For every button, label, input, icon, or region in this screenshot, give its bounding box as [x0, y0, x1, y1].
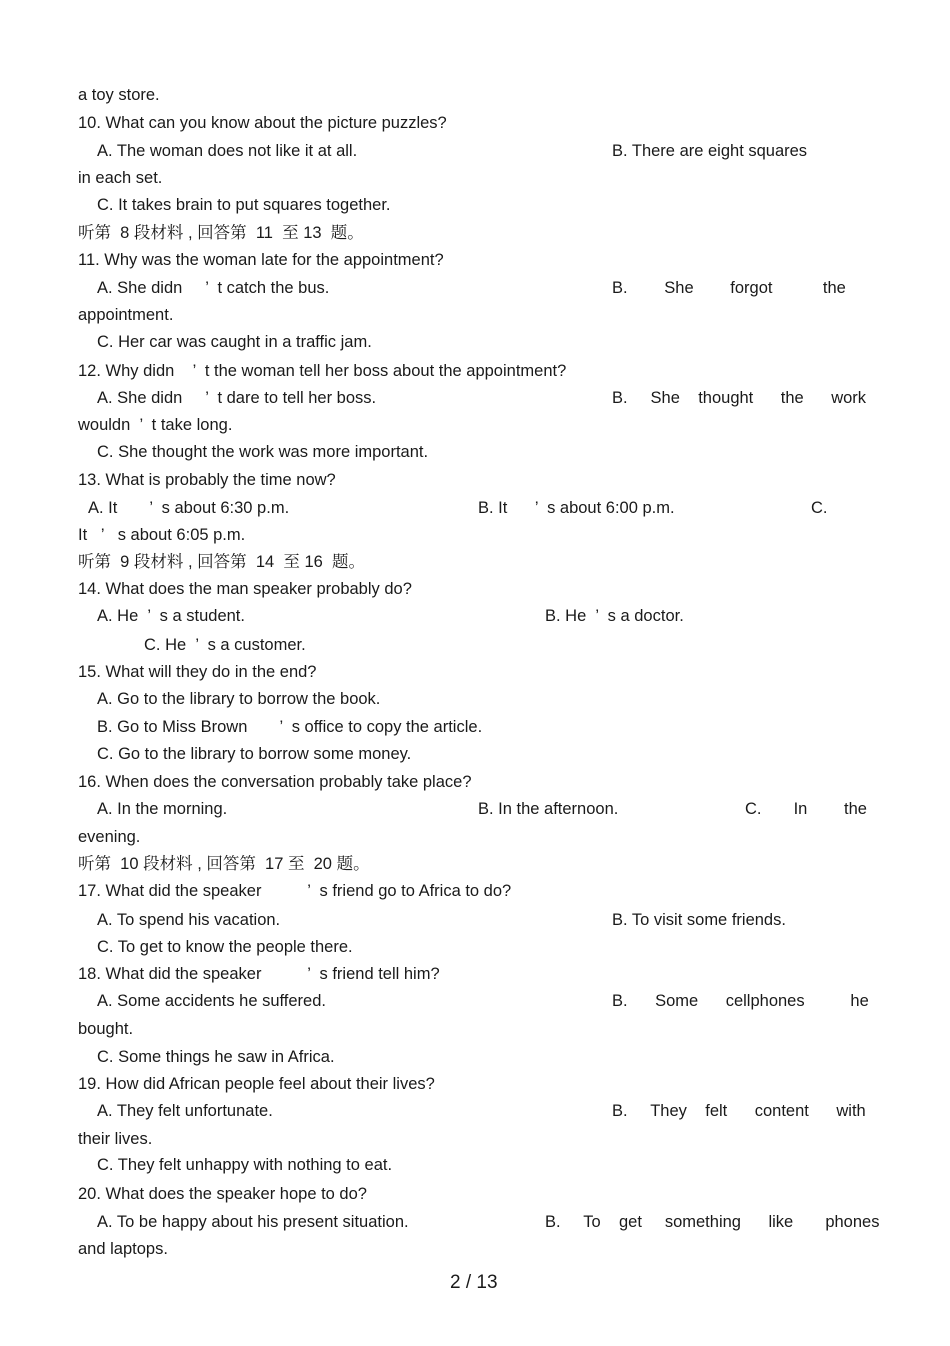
- question-15: 15. What will they do in the end?: [78, 663, 317, 681]
- option-12b-cont: wouldn ’ t take long.: [78, 416, 233, 434]
- option-13c-cont: It ’ s about 6:05 p.m.: [78, 526, 246, 544]
- text-line: a toy store.: [78, 86, 160, 104]
- option-13b: B. It ’ s about 6:00 p.m.: [478, 499, 675, 517]
- section-heading-8: 听第 8 段材料 , 回答第 11 至 13 题。: [78, 224, 364, 242]
- option-13c: C.: [811, 499, 828, 517]
- option-17b: B. To visit some friends.: [612, 911, 786, 929]
- question-18: 18. What did the speaker ’ s friend tell him?: [78, 965, 440, 983]
- option-11b: B. She forgot the: [612, 279, 846, 297]
- question-17: 17. What did the speaker ’ s friend go to Africa to do?: [78, 882, 512, 900]
- option-11a: A. She didn ’ t catch the bus.: [97, 279, 330, 297]
- option-11c: C. Her car was caught in a traffic jam.: [97, 333, 372, 351]
- question-14: 14. What does the man speaker probably do?: [78, 580, 412, 598]
- option-20b: B. To get something like phones: [545, 1213, 880, 1231]
- option-17c: C. To get to know the people there.: [97, 938, 353, 956]
- option-18b: B. Some cellphones he: [612, 992, 869, 1010]
- question-16: 16. When does the conversation probably take place?: [78, 773, 472, 791]
- question-20: 20. What does the speaker hope to do?: [78, 1185, 367, 1203]
- option-10b: B. There are eight squares: [612, 142, 808, 160]
- option-19c: C. They felt unhappy with nothing to eat.: [97, 1156, 393, 1174]
- option-13a: A. It ’ s about 6:30 p.m.: [88, 499, 290, 517]
- option-16c-cont: evening.: [78, 828, 141, 846]
- option-18a: A. Some accidents he suffered.: [97, 992, 326, 1010]
- option-12a: A. She didn ’ t dare to tell her boss.: [97, 389, 377, 407]
- option-10b-cont: in each set.: [78, 169, 163, 187]
- option-18b-cont: bought.: [78, 1020, 134, 1038]
- option-10c: C. It takes brain to put squares together.: [97, 196, 391, 214]
- option-12b: B. She thought the work: [612, 389, 867, 407]
- option-10a: A. The woman does not like it at all.: [97, 142, 358, 160]
- section-heading-9: 听第 9 段材料 , 回答第 14 至 16 题。: [78, 553, 365, 571]
- question-10: 10. What can you know about the picture puzzles?: [78, 114, 447, 132]
- option-19b: B. They felt content with: [612, 1102, 866, 1120]
- option-16a: A. In the morning.: [97, 800, 228, 818]
- option-15a: A. Go to the library to borrow the book.: [97, 690, 381, 708]
- option-12c: C. She thought the work was more important.: [97, 443, 429, 461]
- option-20a: A. To be happy about his present situation.: [97, 1213, 409, 1231]
- option-15c: C. Go to the library to borrow some money.: [97, 745, 412, 763]
- option-20b-cont: and laptops.: [78, 1240, 168, 1258]
- option-15b: B. Go to Miss Brown ’ s office to copy the article.: [97, 718, 483, 736]
- option-14a: A. He ’ s a student.: [97, 607, 245, 625]
- option-14b: B. He ’ s a doctor.: [545, 607, 684, 625]
- option-14c: C. He ’ s a customer.: [144, 636, 306, 654]
- option-16c: C. In the: [745, 800, 867, 818]
- section-heading-10: 听第 10 段材料 , 回答第 17 至 20 题。: [78, 855, 370, 873]
- option-19b-cont: their lives.: [78, 1130, 153, 1148]
- question-13: 13. What is probably the time now?: [78, 471, 336, 489]
- page-number: 2 / 13: [450, 1272, 498, 1293]
- option-17a: A. To spend his vacation.: [97, 911, 281, 929]
- option-19a: A. They felt unfortunate.: [97, 1102, 273, 1120]
- question-11: 11. Why was the woman late for the appointment?: [78, 251, 444, 269]
- question-12: 12. Why didn ’ t the woman tell her boss about the appointment?: [78, 362, 567, 380]
- option-11b-cont: appointment.: [78, 306, 174, 324]
- option-16b: B. In the afternoon.: [478, 800, 619, 818]
- option-18c: C. Some things he saw in Africa.: [97, 1048, 335, 1066]
- question-19: 19. How did African people feel about their lives?: [78, 1075, 435, 1093]
